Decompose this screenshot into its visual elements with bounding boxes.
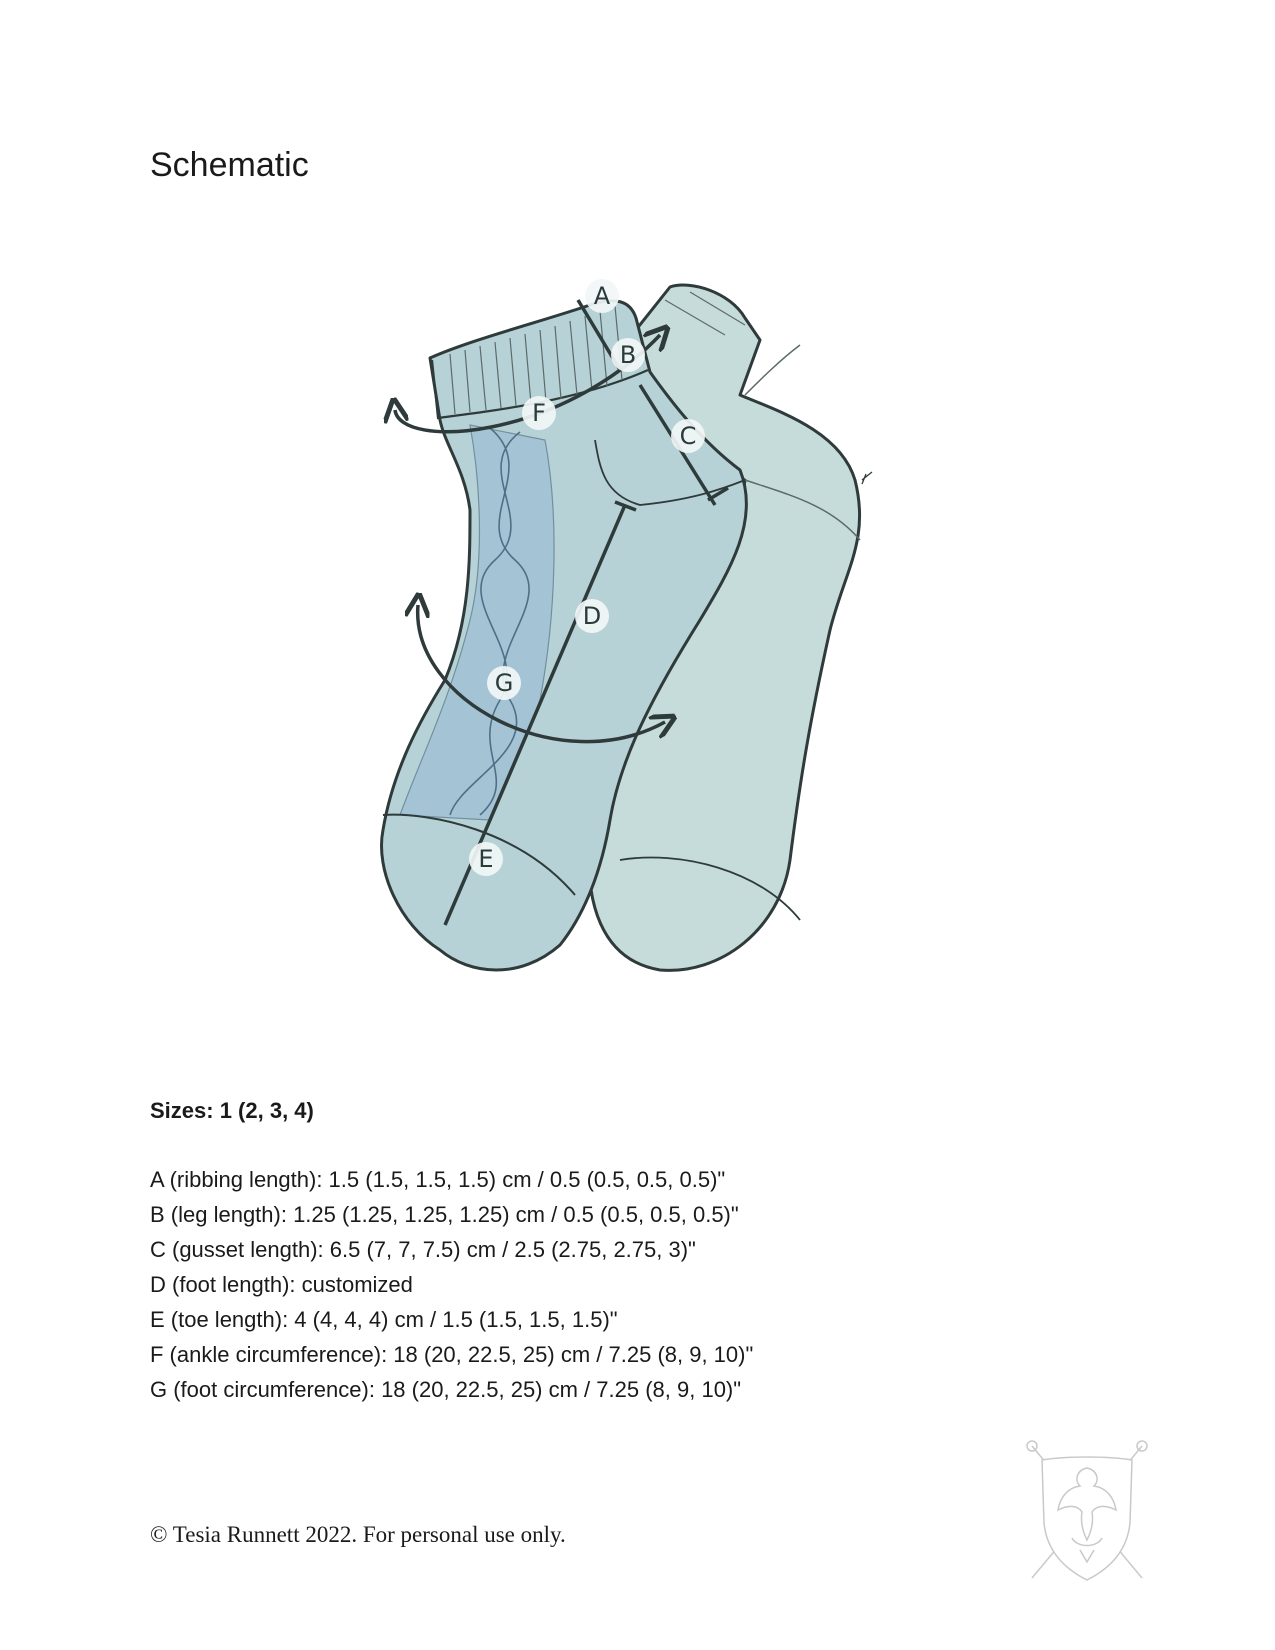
label-a: [585, 279, 619, 313]
label-g: [487, 666, 521, 700]
measurement-b: B (leg length): 1.25 (1.25, 1.25, 1.25) cm / 0.5 (0.5, 0.5, 0.5)": [150, 1202, 739, 1227]
label-b: [611, 338, 645, 372]
crest-logo-icon: [1022, 1438, 1152, 1586]
svg-text:E: E: [478, 845, 494, 873]
svg-text:D: D: [582, 602, 602, 630]
measurement-a: A (ribbing length): 1.5 (1.5, 1.5, 1.5) cm / 0.5 (0.5, 0.5, 0.5)": [150, 1167, 726, 1192]
label-d: [575, 599, 609, 633]
measurement-d: D (foot length): customized: [150, 1272, 413, 1297]
svg-text:A: A: [593, 282, 611, 310]
measurement-list: [150, 1162, 753, 1407]
label-f: [522, 396, 556, 430]
svg-text:C: C: [679, 422, 697, 450]
measurement-c: C (gusset length): 6.5 (7, 7, 7.5) cm / 2.5 (2.75, 2.75, 3)": [150, 1237, 696, 1262]
measurement-f: F (ankle circumference): 18 (20, 22.5, 25) cm / 7.25 (8, 9, 10)": [150, 1342, 754, 1367]
measurement-e: E (toe length): 4 (4, 4, 4) cm / 1.5 (1.5, 1.5, 1.5)": [150, 1307, 618, 1332]
svg-text:F: F: [532, 399, 546, 427]
svg-text:G: G: [494, 669, 514, 697]
svg-text:B: B: [619, 341, 637, 369]
label-e: [469, 842, 503, 876]
page-title: Schematic: [150, 146, 309, 184]
sock-schematic-illustration: [360, 255, 920, 995]
copyright-notice: © Tesia Runnett 2022. For personal use only.: [150, 1522, 566, 1547]
sizes-heading: Sizes: 1 (2, 3, 4): [150, 1098, 314, 1123]
measurement-g: G (foot circumference): 18 (20, 22.5, 25) cm / 7.25 (8, 9, 10)": [150, 1377, 742, 1402]
label-c: [671, 419, 705, 453]
